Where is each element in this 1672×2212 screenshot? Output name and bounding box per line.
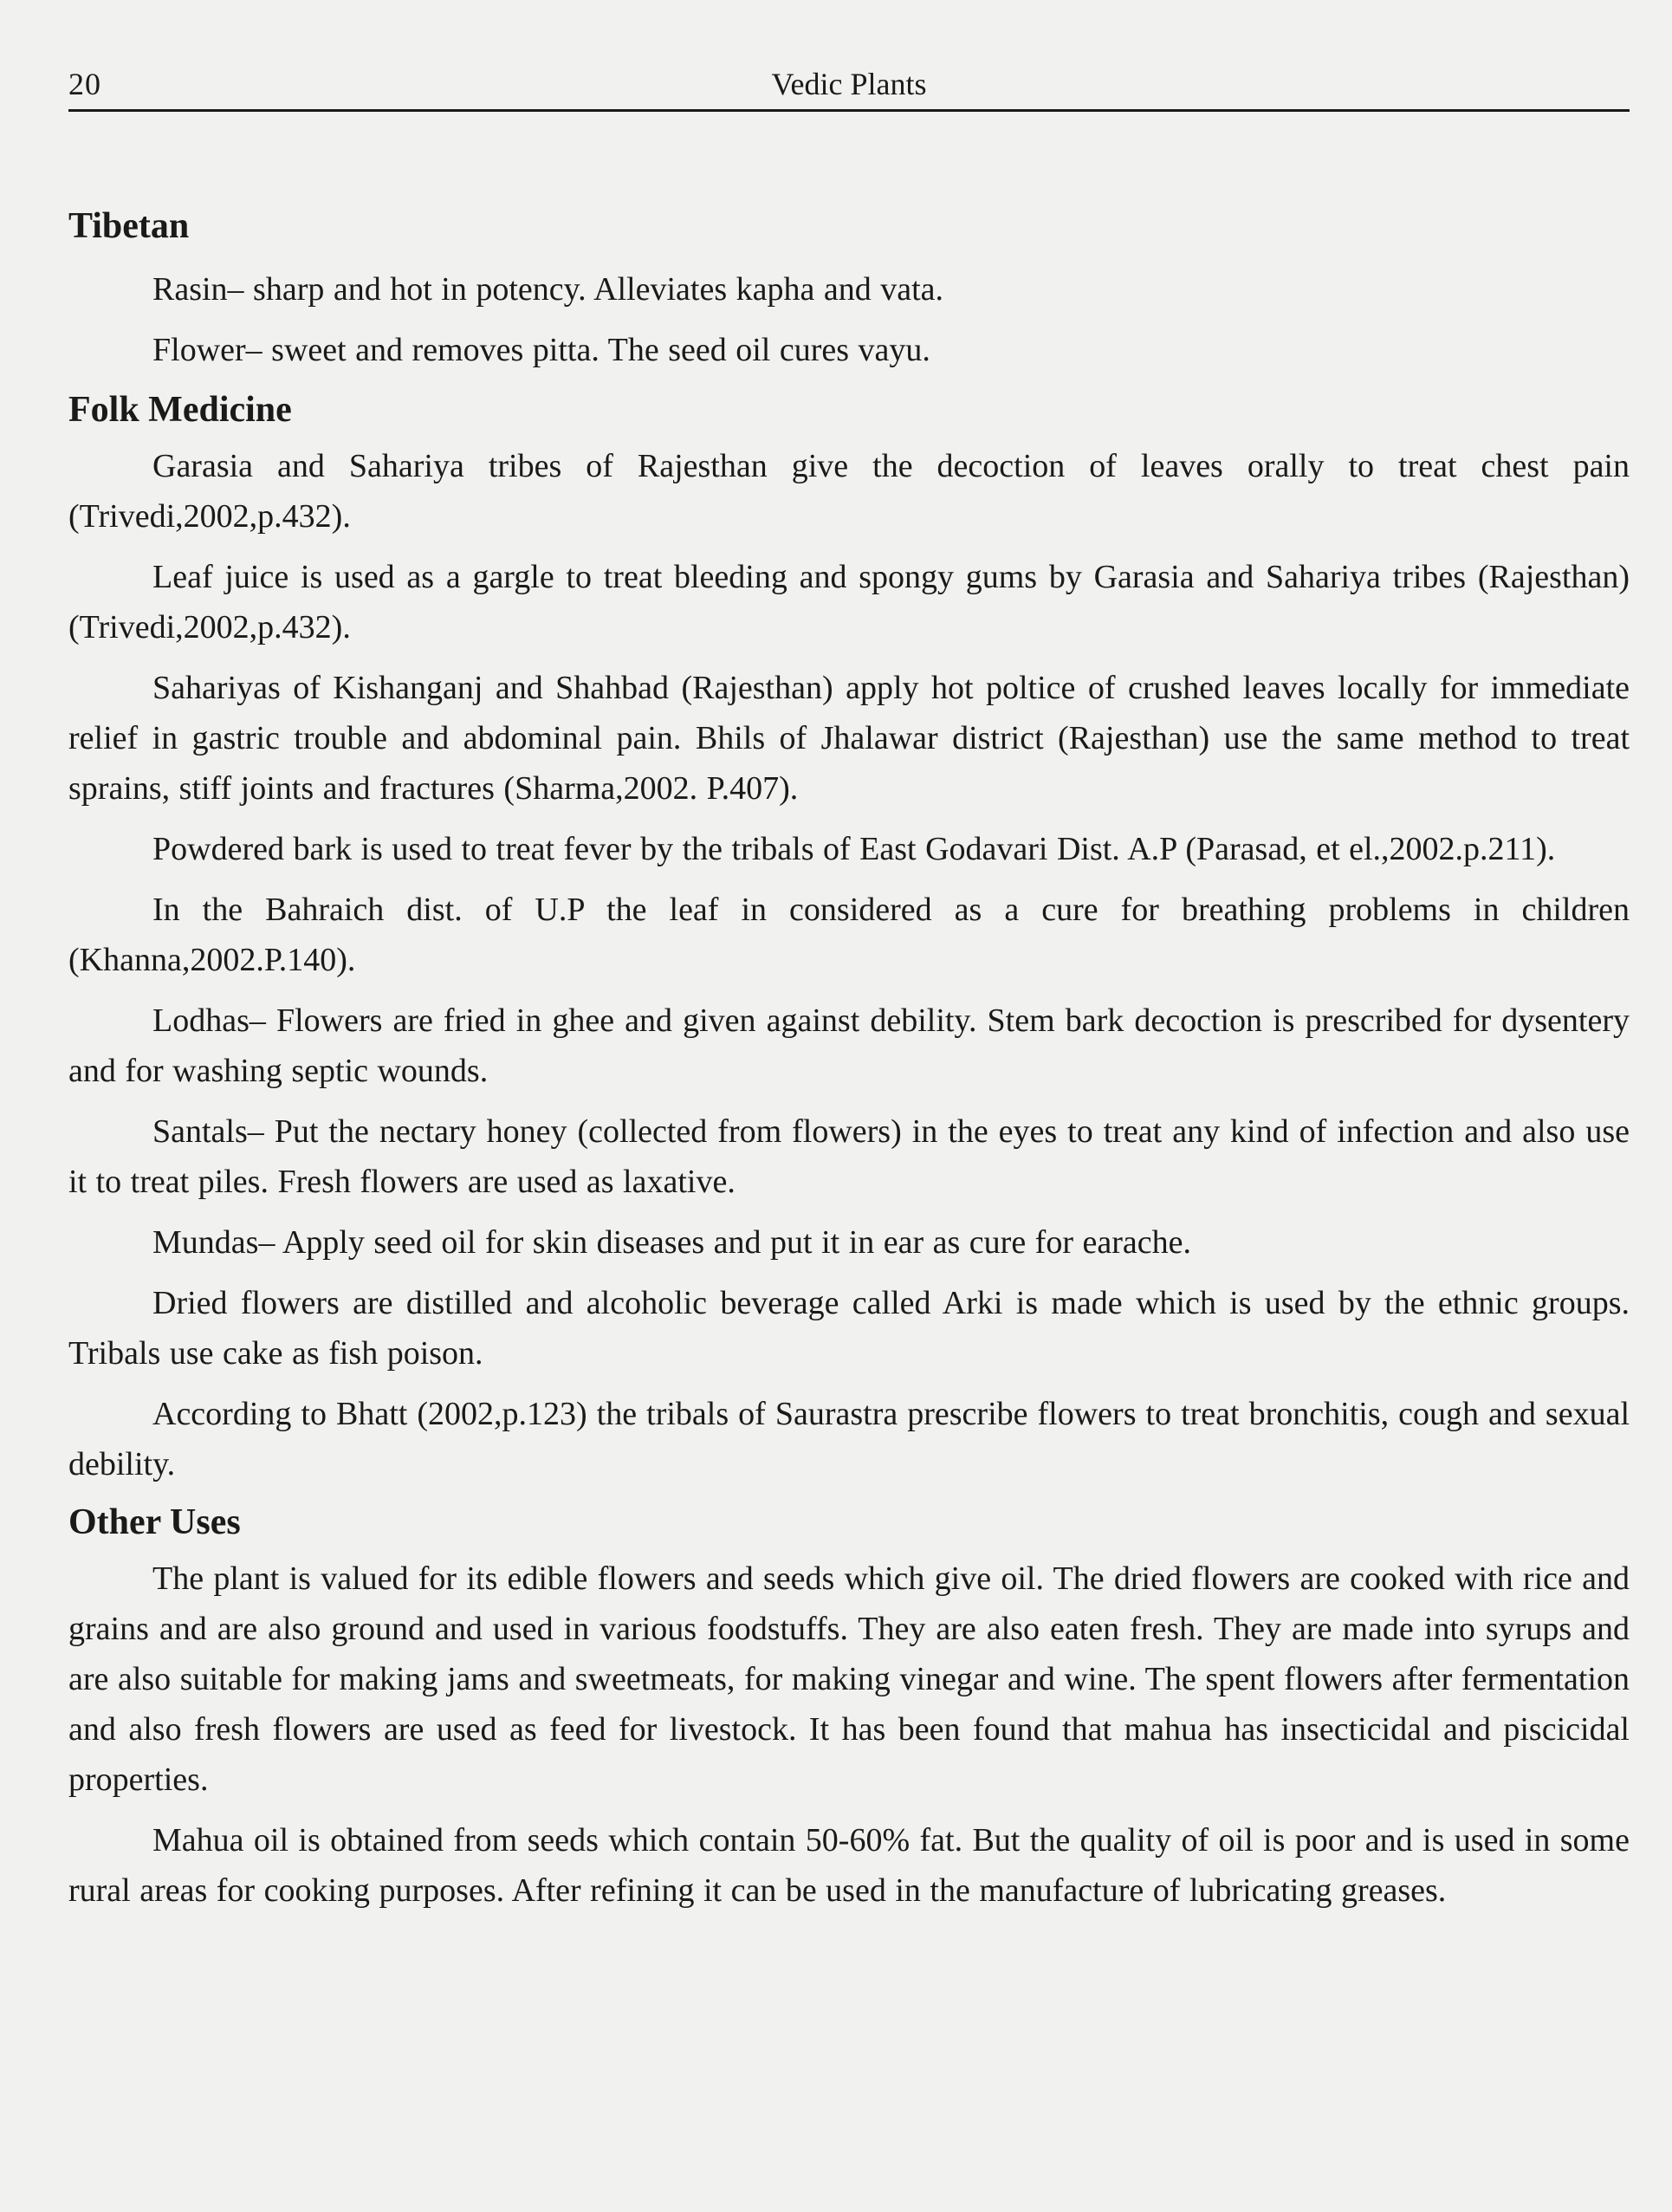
heading-other-uses: Other Uses xyxy=(68,1502,241,1542)
paragraph: Mahua oil is obtained from seeds which contain 50-60% fat. But the quality of oil is poor and is used in some rural areas for cooking purposes. After refining it can be used in the manufacture of lubricating greases. xyxy=(68,1822,1630,1909)
paragraph: Sahariyas of Kishanganj and Shahbad (Rajesthan) apply hot poltice of crushed leaves locally for immediate relief in gastric trouble and abdominal pain. Bhils of Jhalawar district (Rajesthan) use the same method to treat sprains, stiff joints and fractures (Sharma,2002. P.407). xyxy=(68,670,1630,807)
heading-tibetan: Tibetan xyxy=(68,206,190,246)
paragraph: Lodhas– Flowers are fried in ghee and given against debility. Stem bark decoction is prescribed for dysentery and for washing septic wounds. xyxy=(68,1002,1630,1089)
paragraph: According to Bhatt (2002,p.123) the tribals of Saurastra prescribe flowers to treat bronchitis, cough and sexual debility. xyxy=(68,1396,1630,1482)
paragraph: In the Bahraich dist. of U.P the leaf in considered as a cure for breathing problems in children (Khanna,2002.P.140). xyxy=(68,892,1630,978)
paragraph: Powdered bark is used to treat fever by the tribals of East Godavari Dist. A.P (Parasad, et el.,2002.p.211). xyxy=(152,831,1556,867)
section-folk-medicine xyxy=(68,386,1630,1489)
paragraph: Dried flowers are distilled and alcoholic beverage called Arki is made which is used by the ethnic groups. Tribals use cake as fish poison. xyxy=(68,1285,1630,1372)
running-header xyxy=(68,52,1630,112)
paragraph: Garasia and Sahariya tribes of Rajesthan give the decoction of leaves orally to treat chest pain (Trivedi,2002,p.432). xyxy=(68,448,1630,535)
section-tibetan xyxy=(68,202,1630,375)
paragraph: The plant is valued for its edible flowers and seeds which give oil. The dried flowers are cooked with rice and grains and are also ground and used in various foodstuffs. They are also eaten fresh. They are made into syrups and are also suitable for making jams and sweetmeats, for making vinegar and wine. The spent flowers after fermentation and also fresh flowers are used as feed for livestock. It has been found that mahua has insecticidal and piscicidal properties. xyxy=(68,1560,1630,1798)
heading-folk-medicine: Folk Medicine xyxy=(68,390,292,430)
paragraph: Rasin– sharp and hot in potency. Alleviates kapha and vata. xyxy=(152,271,944,308)
book-title: Vedic Plants xyxy=(771,67,927,101)
paragraph: Santals– Put the nectary honey (collected from flowers) in the eyes to treat any kind of infection and also use it to treat piles. Fresh flowers are used as laxative. xyxy=(68,1113,1630,1200)
paragraph: Flower– sweet and removes pitta. The seed oil cures vayu. xyxy=(152,332,930,368)
book-page xyxy=(68,52,1630,1916)
section-other-uses xyxy=(68,1498,1630,1916)
paragraph: Leaf juice is used as a gargle to treat bleeding and spongy gums by Garasia and Sahariya tribes (Rajesthan) (Trivedi,2002,p.432). xyxy=(68,559,1630,645)
page-number: 20 xyxy=(68,67,101,101)
paragraph: Mundas– Apply seed oil for skin diseases and put it in ear as cure for earache. xyxy=(152,1224,1191,1261)
